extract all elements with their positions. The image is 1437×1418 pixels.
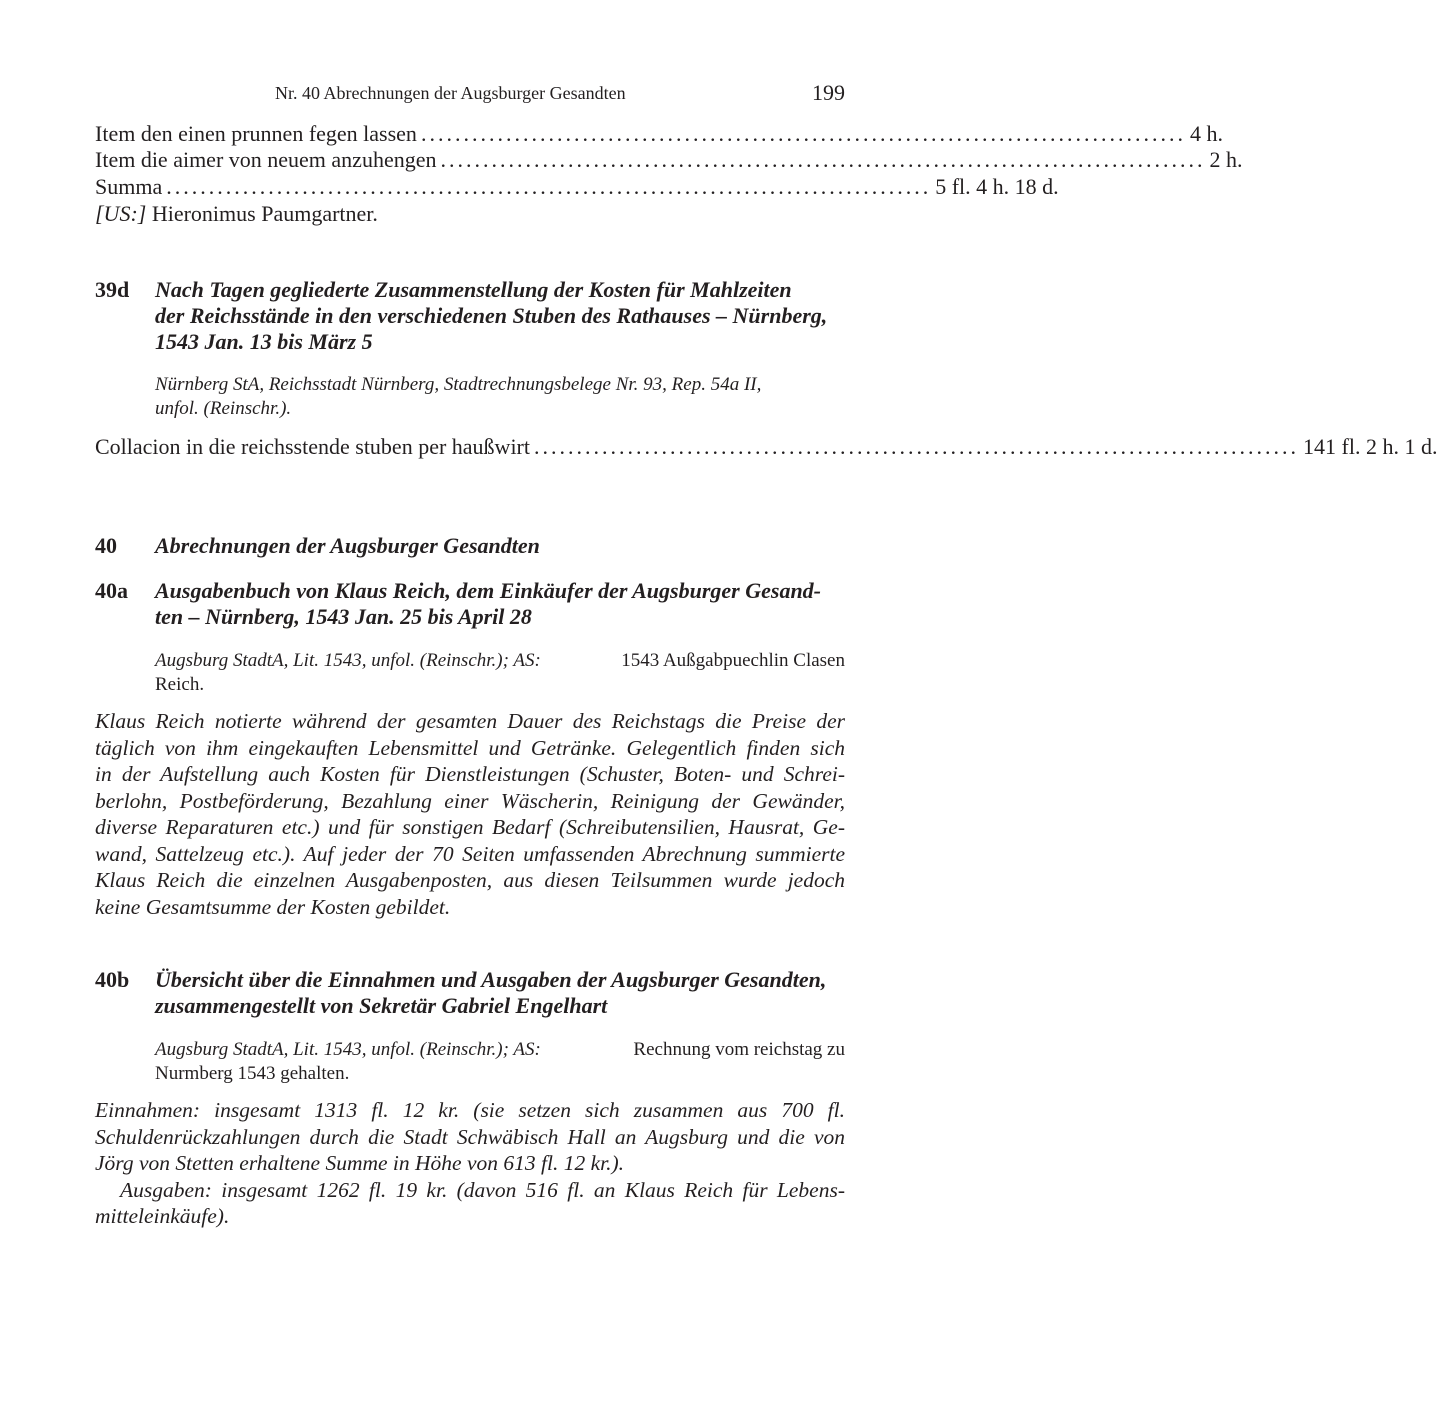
signature-prefix: [US:] [95,201,147,226]
ledger-line-amount: 4 h. [1189,121,1223,146]
paragraph-line: Klaus Reich die einzelnen Ausgabenposten, aus diesen Teilsummen wurde jedoch [95,868,845,892]
entry-number: 40b [95,967,130,992]
entry-title-line: Übersicht über die Einnahmen und Ausgaben der Augsburger Gesandten, [155,967,827,992]
entry-title-line: Nach Tagen gegliederte Zusammenstellung der Kosten für Mahlzeiten [155,277,792,302]
source-title: Rechnung vom reichstag zu [633,1039,845,1060]
source-archive: Augsburg StadtA, Lit. 1543, unfol. (Reinschr.); AS: [155,650,541,671]
entry-title-line: Abrechnungen der Augsburger Gesandten [155,533,540,558]
source-reference [155,373,845,421]
ledger-line-amount: 2 h. [1209,147,1243,172]
entry-description [95,708,845,920]
source-title: 1543 Außgabpuechlin Clasen [621,650,845,671]
entry-number: 40 [95,533,117,558]
dot-leader: .......................................................................................... [440,147,1206,172]
source-line [155,1038,845,1062]
paragraph-line: Ausgaben: insgesamt 1262 fl. 19 kr. (davon 516 fl. an Klaus Reich für Lebens- [120,1177,845,1202]
entry-title [155,967,845,1019]
source-line: Reich. [155,674,205,695]
ledger-line-amount: 5 fl. 4 h. 18 d. [935,174,1059,199]
source-line: unfol. (Reinschr.). [155,398,292,419]
ledger-line-amount: 141 fl. 2 h. 1 d. [1303,434,1437,459]
source-archive: Augsburg StadtA, Lit. 1543, unfol. (Reinschr.); AS: [155,1039,541,1060]
paragraph-line: berlohn, Postbeförderung, Bezahlung einer Wäscherin, Reinigung der Gewänder, [95,788,845,813]
ledger-line [95,434,1437,460]
paragraph-line: Jörg von Stetten erhaltene Summe in Höhe von 613 fl. 12 kr.). [95,1151,625,1175]
entry-number: 39d [95,277,130,302]
paragraph-line: täglich von ihm eingekauften Lebensmittel und Getränke. Gelegentlich finden sich [95,735,845,760]
signature-line [95,201,845,227]
paragraph-line: wand, Sattelzeug etc.). Auf jeder der 70 Seiten umfassenden Abrechnung summierte [95,841,845,866]
source-line: Nürnberg StA, Reichsstadt Nürnberg, Stadtrechnungsbelege Nr. 93, Rep. 54a II, [155,374,762,395]
ledger-line [95,121,1223,147]
entry-title-line: ten – Nürnberg, 1543 Jan. 25 bis April 28 [155,604,532,629]
signature-name: Hieronimus Paumgartner. [151,201,378,226]
ledger-line [95,147,1243,173]
paragraph-line: diverse Reparaturen etc.) und für sonstigen Bedarf (Schreibutensilien, Hausrat, Ge- [95,815,845,839]
page-number: 199 [812,80,845,105]
ledger-total-line [95,174,1059,200]
entry-title-line: zusammengestellt von Sekretär Gabriel Engelhart [155,993,608,1018]
paragraph-line: Schuldenrückzahlungen durch die Stadt Schwäbisch Hall an Augsburg und die von [95,1124,845,1149]
running-head-title: Nr. 40 Abrechnungen der Augsburger Gesandten [275,83,626,103]
ledger-line-label: Item die aimer von neuem anzuhengen [95,147,437,172]
source-line: Nurmberg 1543 gehalten. [155,1063,350,1084]
ledger-line-label: Item den einen prunnen fegen lassen [95,121,417,146]
paragraph-line: in der Aufstellung auch Kosten für Dienstleistungen (Schuster, Boten- und Schrei- [95,762,845,786]
dot-leader: .......................................................................................... [166,174,932,199]
source-line [155,649,845,673]
ledger-line-label: Summa [95,174,163,199]
dot-leader: .......................................................................................... [534,434,1299,459]
entry-title [155,533,845,559]
entry-description [95,1097,845,1230]
source-reference [155,649,845,697]
entry-title [155,578,845,630]
running-head [95,80,845,106]
paragraph-line: Einnahmen: insgesamt 1313 fl. 12 kr. (sie setzen sich zusammen aus 700 fl. [95,1098,845,1122]
source-reference [155,1038,845,1086]
entry-title [155,277,845,355]
entry-number: 40a [95,578,128,603]
dot-leader: .......................................................................................... [420,121,1186,146]
entry-title-line: der Reichsstände in den verschiedenen Stuben des Rathauses – Nürnberg, [155,303,828,328]
paragraph-line: mitteleinkäufe). [95,1204,230,1228]
entry-title-line: 1543 Jan. 13 bis März 5 [155,329,373,354]
paragraph-line: keine Gesamtsumme der Kosten gebildet. [95,894,451,919]
ledger-line-label: Collacion in die reichsstende stuben per haußwirt [95,434,530,459]
entry-title-line: Ausgabenbuch von Klaus Reich, dem Einkäufer der Augsburger Gesand- [155,578,822,603]
paragraph-line: Klaus Reich notierte während der gesamten Dauer des Reichstags die Preise der [95,709,845,733]
